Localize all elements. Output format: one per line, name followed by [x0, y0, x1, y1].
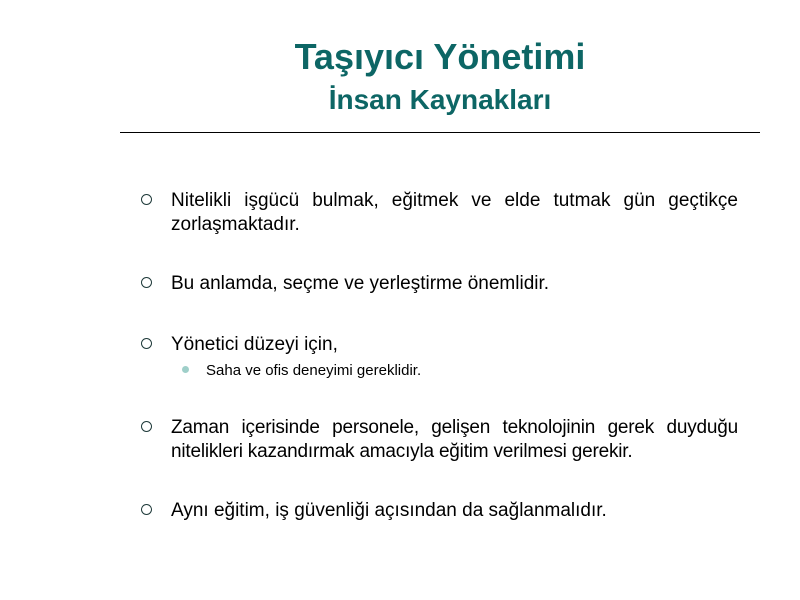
hollow-circle-icon [141, 421, 152, 432]
slide-title: Taşıyıcı Yönetimi [294, 36, 586, 77]
hollow-circle-icon [141, 194, 152, 205]
hollow-circle-icon [141, 338, 152, 349]
bullet-text: Zaman içerisinde personele, gelişen teknolojinin gerek duyduğu nitelikleri kazandırmak amacıyla eğitim verilmesi gerekir. [171, 417, 738, 462]
bullet-text: Yönetici düzeyi için, [171, 334, 338, 355]
bullet-text: Bu anlamda, seçme ve yerleştirme önemlidir. [171, 273, 550, 294]
bullet-text: Aynı eğitim, iş güvenliği açısından da sağlanmalıdır. [171, 500, 607, 521]
slide-subtitle: İnsan Kaynakları [328, 84, 552, 115]
sub-bullet-text: Saha ve ofis deneyimi gereklidir. [206, 362, 422, 379]
teal-dot-icon [182, 366, 189, 373]
hollow-circle-icon [141, 277, 152, 288]
bullet-text: Nitelikli işgücü bulmak, eğitmek ve elde tutmak gün geçtikçe zorlaşmaktadır. [171, 190, 738, 235]
hollow-circle-icon [141, 504, 152, 515]
